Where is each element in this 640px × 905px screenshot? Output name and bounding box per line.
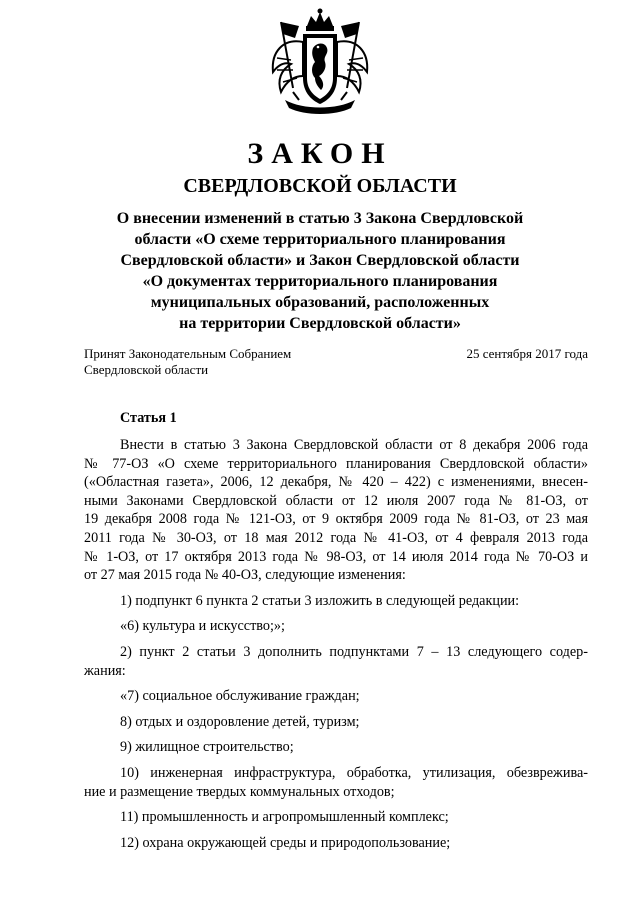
page-subtitle: СВЕРДЛОВСКОЙ ОБЛАСТИ [183, 175, 457, 197]
article-intro [84, 436, 588, 585]
subpoint-10 [84, 764, 588, 801]
text-line: от 27 мая 2015 года № 40-ОЗ, следующие изменения: [84, 567, 406, 584]
subject-line: на территории Свердловской области» [179, 315, 461, 332]
text-line: № 1-ОЗ, от 17 октября 2013 года № 98-ОЗ, от 14 июля 2014 года № 70-ОЗ и [84, 548, 588, 565]
adoption-line: Свердловской области [84, 362, 209, 377]
text-line: 10) инженерная инфраструктура, обработка, утилизация, обезврежива- [120, 764, 588, 781]
page-title: ЗАКОН [247, 137, 393, 170]
subpoint-9: 9) жилищное строительство; [120, 739, 294, 756]
adoption-date: 25 сентября 2017 года [466, 346, 588, 361]
subject-line: области «О схеме территориального планирования [134, 231, 506, 248]
adoption-line: Принят Законодательным Собранием [84, 346, 292, 361]
text-line: жания: [84, 662, 126, 679]
subpoint-12: 12) охрана окружающей среды и природопользование; [120, 834, 451, 851]
text-line: 19 декабря 2008 года № 121-ОЗ, от 9 октября 2009 года № 81-ОЗ, от 23 мая [84, 511, 588, 528]
adoption-info [84, 346, 291, 378]
text-line: Внести в статью 3 Закона Свердловской области от 8 декабря 2006 года [120, 437, 588, 453]
coat-of-arms-icon [263, 8, 377, 120]
text-line: № 77-ОЗ «О схеме территориального планирования Свердловской области» [84, 455, 588, 472]
subpoint-8: 8) отдых и оздоровление детей, туризм; [120, 713, 360, 730]
text-line: («Областная газета», 2006, 12 декабря, № 420 – 422) с изменениями, внесен- [84, 474, 588, 491]
subject-line: Свердловской области» и Закон Свердловской области [120, 252, 520, 269]
amendment-item-1: 1) подпункт 6 пункта 2 статьи 3 изложить в следующей редакции: [120, 592, 520, 609]
law-subject [90, 208, 550, 334]
article-heading: Статья 1 [120, 410, 177, 426]
subject-line: «О документах территориального планирования [142, 273, 498, 290]
text-line: ными Законами Свердловской области от 12 июля 2007 года № 81-ОЗ, от [84, 492, 588, 509]
amendment-text-6: «6) культура и искусство;»; [120, 618, 285, 635]
subject-line: О внесении изменений в статью 3 Закона Свердловской [116, 210, 524, 227]
text-line: ние и размещение твердых коммунальных отходов; [84, 783, 395, 800]
subpoint-11: 11) промышленность и агропромышленный комплекс; [120, 809, 449, 826]
article-body [84, 408, 588, 859]
text-line: 2) пункт 2 статьи 3 дополнить подпунктами 7 – 13 следующего содер- [120, 643, 588, 660]
text-line: 2011 года № 30-ОЗ, от 18 мая 2012 года № 41-ОЗ, от 4 февраля 2013 года [84, 529, 588, 546]
amendment-item-2 [84, 643, 588, 680]
subject-line: муниципальных образований, расположенных [150, 294, 490, 311]
subpoint-7: «7) социальное обслуживание граждан; [120, 688, 360, 705]
